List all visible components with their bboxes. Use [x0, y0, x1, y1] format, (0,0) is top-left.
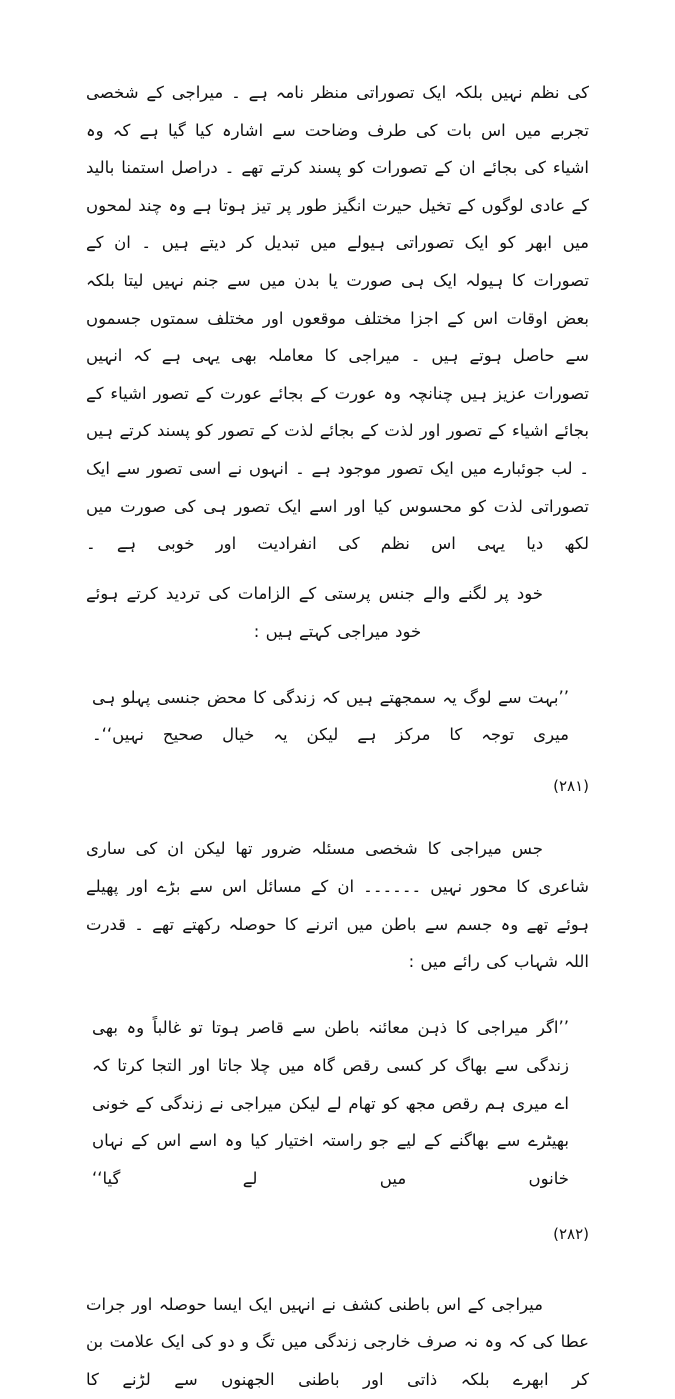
- quote-2-reference: (۲۸۲): [553, 1224, 589, 1243]
- spacer: [86, 981, 589, 993]
- spacer: [86, 650, 589, 662]
- page-body: [86, 74, 589, 1399]
- paragraph-1: کی نظم نہیں بلکہ ایک تصوراتی منظر نامہ ہے ۔ میراجی کے شخصی تجربے میں اس بات کی طرف وضاحت سے اشارہ کیا گیا ہے کہ وہ اشیاء کی بجائے ان کے تصورات کو پسند کرتے تھے ۔ دراصل استمنا بالید کے عادی لوگوں کے تخیل حیرت انگیز طور پر تیز ہوتا ہے وہ چند لمحوں میں ابھر کو ایک تصوراتی ہیولے میں تبدیل کر دیتے ہیں ۔ ان کے تصورات کا ہیولہ ایک ہی صورت یا بدن میں سے جنم نہیں لیتا بلکہ بعض اوقات اس کے اجزا مختلف موقعوں اور مختلف سمتوں جسموں سے حاصل ہوتے ہیں ۔ میراجی کا معاملہ بھی یہی ہے کہ انہیں تصورات عزیز ہیں چنانچہ وہ عورت کے بجائے عورت کے تصور اشیاء کے بجائے اشیاء کے تصور اور لذت کے بجائے لذت کے تصور کو پسند کرتے ہیں ۔ لب جوئبارے میں ایک تصور موجود ہے ۔ انہوں نے اسی تصور سے ایک تصوراتی لذت کو محسوس کیا اور اسے ایک تصور ہی کی صورت میں لکھ دیا یہی اس نظم کی انفرادیت اور خوبی ہے ۔: [86, 83, 589, 554]
- paragraph-4: میراجی کے اس باطنی کشف نے انہیں ایک ایسا حوصلہ اور جرات عطا کی کہ وہ نہ صرف خارجی زندگی میں تگ و دو کی ایک علامت بن کر ابھرے بلکہ ذاتی اور باطنی الجھنوں سے لڑنے کا: [86, 1294, 589, 1390]
- paragraph-3: جس میراجی کا شخصی مسئلہ ضرور تھا لیکن ان کی ساری شاعری کا محور نہیں ۔۔۔۔۔۔ ان کے مسائل اس سے بڑے اور پھیلے ہوئے تھے وہ جسم سے باطن میں اترنے کا حوصلہ رکھتے تھے ۔ قدرت اللہ شہاب کی رائے میں :: [86, 839, 589, 972]
- spacer: [86, 818, 589, 830]
- quote-2: ’’اگر میراجی کا ذہن معائنہ باطن سے قاصر ہوتا تو غالباً وہ بھی زندگی سے بھاگ کر کسی رقص گاہ میں چلا جاتا اور التجا کرتا کہ اے میری ہم رقص مجھ کو تھام لے لیکن میراجی نے زندگی کے خونی بھیٹرے سے بھاگنے کے لیے جو راستہ اختیار کیا وہ اسے اس کے نہاں خانوں میں لے گیا‘‘: [92, 1018, 569, 1188]
- paragraph-2: خود پر لگنے والے جنس پرستی کے الزامات کی تردید کرتے ہوئے خود میراجی کہتے ہیں :: [86, 583, 543, 641]
- spacer: [86, 1266, 589, 1286]
- quote-1: ’’بہت سے لوگ یہ سمجھتے ہیں کہ زندگی کا محض جنسی پہلو ہی میری توجہ کا مرکز ہے لیکن یہ خیال صحیح نہیں‘‘۔: [92, 687, 569, 745]
- spacer: [86, 563, 589, 575]
- quote-1-reference: (۲۸۱): [553, 777, 589, 796]
